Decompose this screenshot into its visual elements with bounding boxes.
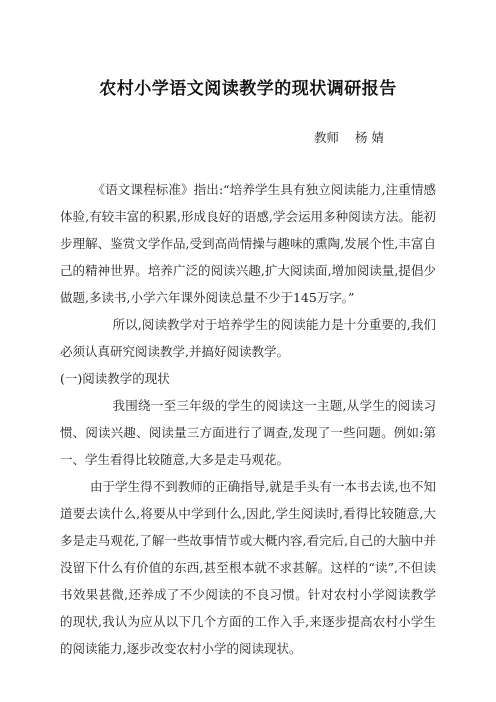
document-body [60, 176, 436, 662]
paragraph-survey: 我围绕一至三年级的学生的阅读这一主题,从学生的阅读习惯、阅读兴趣、阅读量三方面进行了调查,发现了一些问题。例如:第一、学生看得比较随意,大多是走马观花。 [60, 398, 436, 467]
author-role: 教师 [314, 130, 340, 145]
author-name: 杨 婧 [355, 130, 384, 145]
section-heading: (一)阅读教学的现状 [60, 371, 170, 386]
paragraph-curriculum-quote: 《语文课程标准》指出:“培养学生具有独立阅读能力,注重情感体验,有较丰富的积累,形成良好的语感,学会运用多种阅读方法。能初步理解、鉴赏文学作品,受到高尚情操与趣味的熏陶,发展个性,丰富自己的精神世界。培养广泛的阅读兴趣,扩大阅读面,增加阅读量,提倡少做题,多读书,小学六年课外阅读总量不少于145万字。” [60, 182, 436, 305]
paragraph-analysis: 由于学生得不到教师的正确指导,就是手头有一本书去读,也不知道要去读什么,将要从中学到什么,因此,学生阅读时,看得比较随意,大多是走马观花,了解一些故事情节或大概内容,看完后,自己的大脑中并没留下什么有价值的东西,甚至根本就不求甚解。这样的“读”,不但读书效果甚微,还养成了不少阅读的不良习惯。针对农村小学阅读教学的现状,我认为应从以下几个方面的工作入手,来逐步提高农村小学生的阅读能力,逐步改变农村小学的阅读现状。 [60, 479, 436, 656]
document-title: 农村小学语文阅读教学的现状调研报告 [99, 79, 397, 99]
paragraph-importance: 所以,阅读教学对于培养学生的阅读能力是十分重要的,我们必须认真研究阅读教学,并搞好阅读教学。 [60, 317, 436, 359]
author-line [314, 128, 384, 146]
